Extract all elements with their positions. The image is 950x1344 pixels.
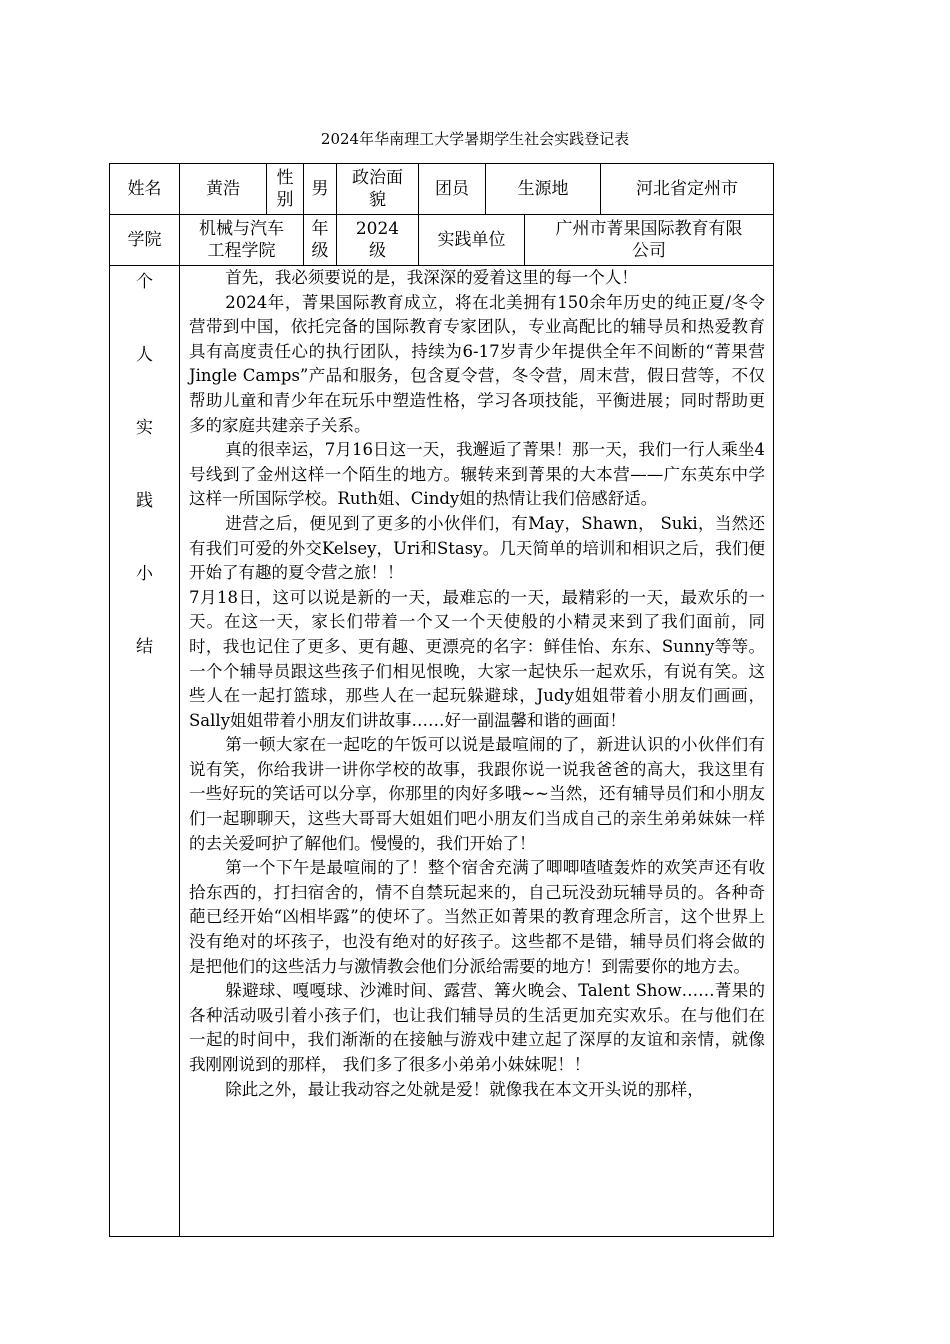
- summary-paragraph: 躲避球、嘎嘎球、沙滩时间、露营、篝火晚会、Talent Show……菁果的各种活动吸引着小孩子们，也让我们辅导员的生活更加充实欢乐。在与他们在一起的时间中，我们渐渐的在接触与游戏中建立起了深厚的友谊和亲情，就像我刚刚说到的那样， 我们多了很多小弟弟小妹妹呢！！: [189, 981, 765, 1074]
- summary-label-char: 结: [136, 637, 153, 657]
- summary-label-char: 践: [136, 491, 153, 511]
- summary-paragraph: 2024年，菁果国际教育成立，将在北美拥有150余年历史的纯正夏/冬令营带到中国，依托完备的国际教育专家团队，专业高配比的辅导员和热爱教育具有高度责任心的执行团队，持续为6-17岁青少年提供全年不间断的“菁果营 Jingle Camps”产品和服务，包含夏令营，冬令营，周末营，假日营等，不仅帮助儿童和青少年在玩乐中塑造性格，学习各项技能，平衡进展；同时帮助更多的家庭共建亲子关系。: [189, 292, 765, 435]
- grade-value: 2024 级: [337, 215, 419, 266]
- summary-paragraph: 除此之外，最让我动容之处就是爱！就像我在本文开头说的那样，: [225, 1079, 704, 1099]
- summary-label-char: 个: [136, 272, 153, 292]
- practice-unit-label: 实践单位: [419, 215, 525, 266]
- summary-label-char: 小: [136, 564, 153, 584]
- summary-paragraph: 真的很幸运，7月16日这一天，我邂逅了菁果！那一天，我们一行人乘坐4号线到了金州这样一个陌生的地方。辗转来到菁果的大本营——广东英东中学这样一所国际学校。Ruth姐、Cindy姐的热情让我们倍感舒适。: [189, 440, 765, 509]
- summary-paragraph: 首先，我必须要说的是，我深深的爱着这里的每一个人！: [225, 268, 638, 287]
- practice-unit-value: 广州市菁果国际教育有限 公司: [525, 215, 774, 266]
- summary-label-char: 实: [136, 418, 153, 438]
- form-title: 2024年华南理工大学暑期学生社会实践登记表: [320, 130, 630, 148]
- summary-paragraph: 第一个下午是最喧闹的了！整个宿舍充满了唧唧喳喳轰炸的欢笑声还有收拾东西的，打扫宿舍的，情不自禁玩起来的，自己玩没劲玩辅导员的。各种奇葩已经开始“凶相毕露”的使坏了。当然正如菁果的教育理念所言，这个世界上没有绝对的坏孩子，也没有绝对的好孩子。这些都不是错，辅导员们将会做的是把他们的这些活力与激情教会他们分派给需要的地方！到需要你的地方去。: [189, 858, 765, 976]
- gender-value: 男: [304, 164, 337, 215]
- summary-paragraph: 7月18日，这可以说是新的一天，最难忘的一天，最精彩的一天，最欢乐的一天。在这一天，家长们带着一个又一个天使般的小精灵来到了我们面前，同时，我也记住了更多、更有趣、更漂亮的名字：鲜佳怡、东东、Sunny等等。一个个辅导员跟这些孩子们相见恨晚，大家一起快乐一起欢乐，有说有笑。这些人在一起打篮球，那些人在一起玩躲避球，Judy姐姐带着小朋友们画画，Sally姐姐带着小朋友们讲故事……好一副温馨和谐的画面！: [189, 587, 765, 730]
- gender-label: 性 别: [267, 164, 304, 215]
- name-label: 姓名: [110, 164, 180, 215]
- political-status-label: 政治面 貌: [337, 164, 419, 215]
- origin-label: 生源地: [486, 164, 601, 215]
- origin-value: 河北省定州市: [601, 164, 774, 215]
- summary-body: [180, 266, 774, 1237]
- summary-label-char: 人: [136, 345, 153, 365]
- college-value: 机械与汽车 工程学院: [180, 215, 304, 266]
- registration-form: [109, 163, 774, 1237]
- grade-label: 年 级: [304, 215, 337, 266]
- name-value: 黄浩: [180, 164, 267, 215]
- summary-label: [110, 266, 180, 1237]
- political-status-value: 团员: [419, 164, 486, 215]
- summary-paragraph: 进营之后，便见到了更多的小伙伴们，有May，Shawn， Suki，当然还有我们可爱的外交Kelsey，Uri和Stasy。几天简单的培训和相识之后，我们便开始了有趣的夏令营之旅！！: [189, 513, 765, 583]
- summary-paragraph: 第一顿大家在一起吃的午饭可以说是最喧闹的了，新进认识的小伙伴们有说有笑，你给我讲一讲你学校的故事，我跟你说一说我爸爸的高大，我这里有一些好玩的笑话可以分享，你那里的肉好多哦~~当然，还有辅导员们和小朋友们一起聊聊天，这些大哥哥大姐姐们吧小朋友们当成自己的亲生弟弟妹妹一样的去关爱呵护了解他们。慢慢的，我们开始了！: [189, 735, 765, 853]
- college-label: 学院: [110, 215, 180, 266]
